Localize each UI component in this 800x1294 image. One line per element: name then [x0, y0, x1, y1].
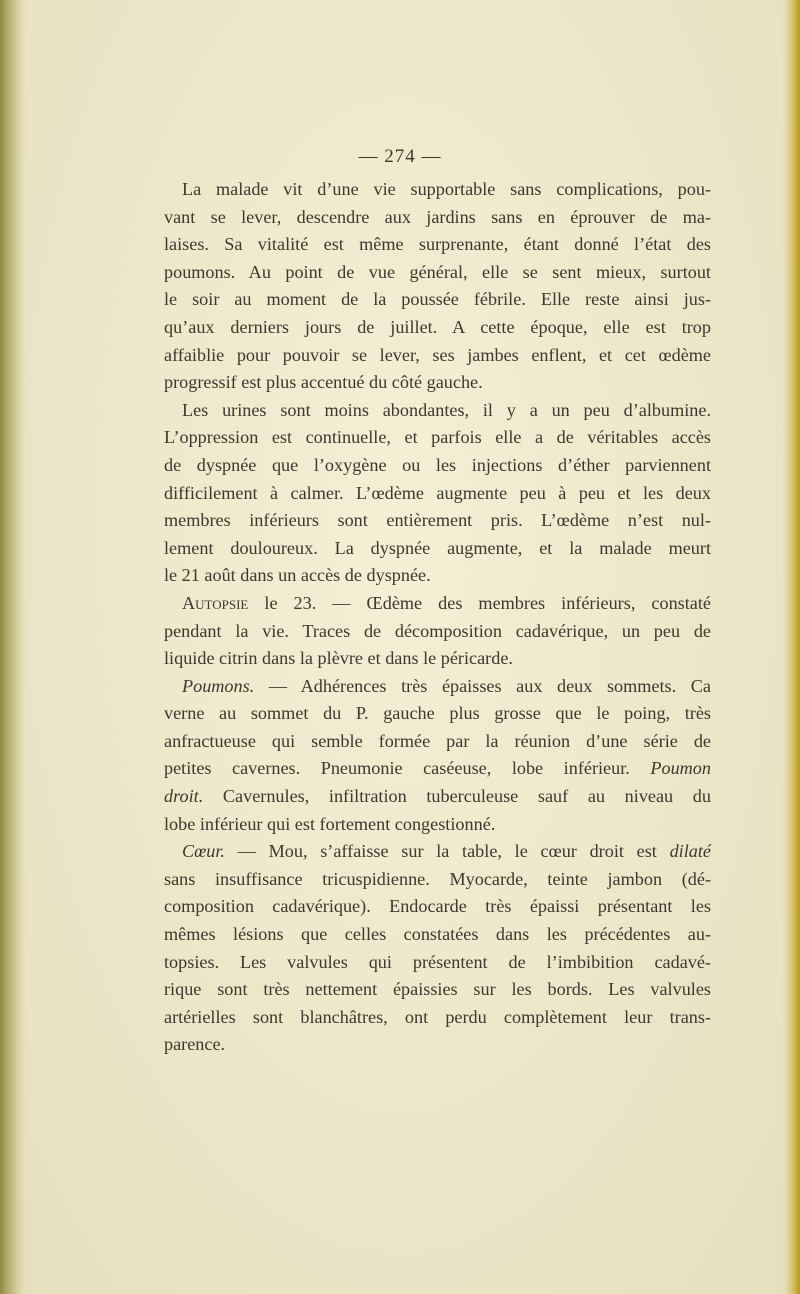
text-line: topsies. Les valvules qui présentent de l’imbibition cadavé-: [164, 951, 711, 972]
text-line: pendant la vie. Traces de décomposition cadavérique, un peu de: [164, 620, 711, 641]
text-line: artérielles sont blanchâtres, ont perdu complètement leur trans-: [164, 1006, 711, 1027]
page-left-edge: [0, 0, 26, 1294]
text-line: [164, 838, 711, 866]
text-line: de dyspnée que l’oxygène ou les injections d’éther parviennent: [164, 454, 711, 475]
text-span: — Mou, s’affaisse sur la table, le cœur droit est: [224, 841, 670, 862]
text-line: difficilement à calmer. L’œdème augmente peu à peu et les deux: [164, 482, 711, 503]
text-line: liquide citrin dans la plèvre et dans le péricarde.: [164, 648, 513, 669]
text-line: anfractueuse qui semble formée par la réunion d’une série de: [164, 730, 711, 751]
text-line: La malade vit d’une vie supportable sans complications, pou-: [182, 179, 711, 199]
text-line: poumons. Au point de vue général, elle se sent mieux, surtout: [164, 261, 711, 282]
text-line: lobe inférieur qui est fortement congestionné.: [164, 813, 496, 834]
text-line: le 21 août dans un accès de dyspnée.: [164, 565, 431, 586]
text-line: vant se lever, descendre aux jardins sans en éprouver de ma-: [164, 206, 711, 227]
text-line: laises. Sa vitalité est même surprenante, étant donné l’état des: [164, 234, 711, 255]
text-line: mêmes lésions que celles constatées dans les précédentes au-: [164, 924, 711, 945]
text-line: Les urines sont moins abondantes, il y a un peu d’albumine.: [182, 399, 711, 420]
text-line: composition cadavérique). Endocarde très épaissi présentant les: [164, 896, 711, 917]
text-line: verne au sommet du P. gauche plus grosse que le poing, très: [164, 703, 711, 724]
body-text: [164, 176, 711, 1059]
page-right-edge: [782, 0, 800, 1294]
text-span: — Adhérences très épaisses aux deux sommets. Ca: [254, 675, 711, 696]
text-line: [164, 673, 711, 701]
text-line: [164, 783, 711, 811]
text-line: progressif est plus accentué du côté gauche.: [164, 372, 483, 393]
text-line: membres inférieurs sont entièrement pris. L’œdème n’est nul-: [164, 510, 711, 531]
text-span: le 23. — Œdème des membres inférieurs, constaté: [248, 592, 711, 613]
italic-term: Poumon: [650, 758, 711, 779]
section-label-autopsie: Autopsie: [182, 592, 249, 613]
text-line: affaiblie pour pouvoir se lever, ses jambes enflent, et cet œdème: [164, 344, 711, 365]
text-line: L’oppression est continuelle, et parfois elle a de véritables accès: [164, 427, 711, 448]
text-line: [164, 755, 711, 783]
italic-term: droit.: [164, 786, 204, 807]
text-line: rique sont très nettement épaissies sur les bords. Les valvules: [164, 979, 711, 1000]
text-line: sans insuffisance tricuspidienne. Myocarde, teinte jambon (dé-: [164, 868, 711, 889]
text-line: le soir au moment de la poussée fébrile. Elle reste ainsi jus-: [164, 289, 711, 310]
text-line: qu’aux derniers jours de juillet. A cette époque, elle est trop: [164, 316, 711, 337]
text-span: petites cavernes. Pneumonie caséeuse, lobe inférieur.: [164, 758, 651, 779]
italic-term: dilaté: [669, 841, 711, 862]
page-number: — 274 —: [358, 146, 442, 167]
text-line: parence.: [164, 1034, 226, 1055]
section-label-coeur: Cœur.: [182, 841, 225, 862]
text-line: lement douloureux. La dyspnée augmente, et la malade meurt: [164, 537, 711, 558]
section-label-poumons: Poumons.: [182, 675, 255, 696]
text-span: Cavernules, infiltration tuberculeuse sauf au niveau du: [203, 786, 711, 807]
text-line: [164, 590, 711, 618]
